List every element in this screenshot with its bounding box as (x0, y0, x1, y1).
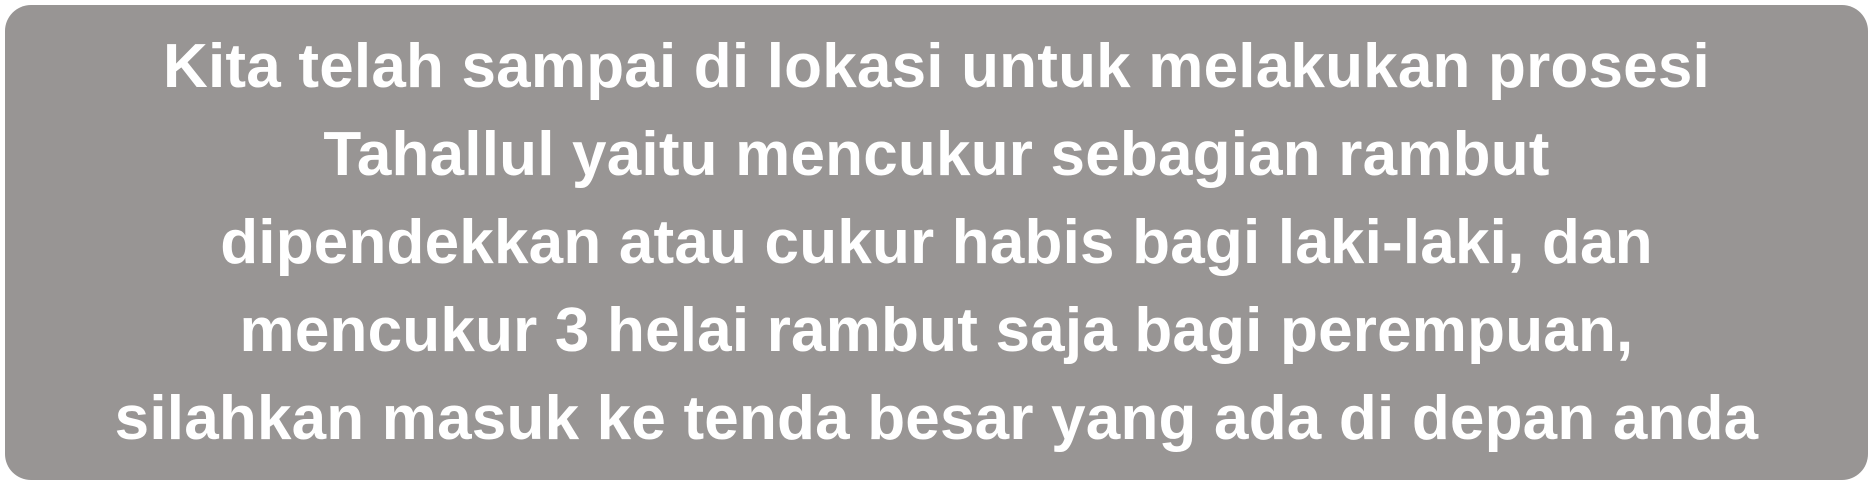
message-line-4: mencukur 3 helai rambut saja bagi perempuan, (239, 295, 1634, 365)
message-line-2: Tahallul yaitu mencukur sebagian rambut (323, 119, 1550, 189)
message-line-1: Kita telah sampai di lokasi untuk melakukan prosesi (163, 31, 1710, 101)
dialog-message (115, 23, 1759, 463)
message-dialog (5, 5, 1868, 480)
message-line-5: silahkan masuk ke tenda besar yang ada di depan anda (114, 383, 1759, 453)
message-line-3: dipendekkan atau cukur habis bagi laki-laki, dan (220, 207, 1653, 277)
